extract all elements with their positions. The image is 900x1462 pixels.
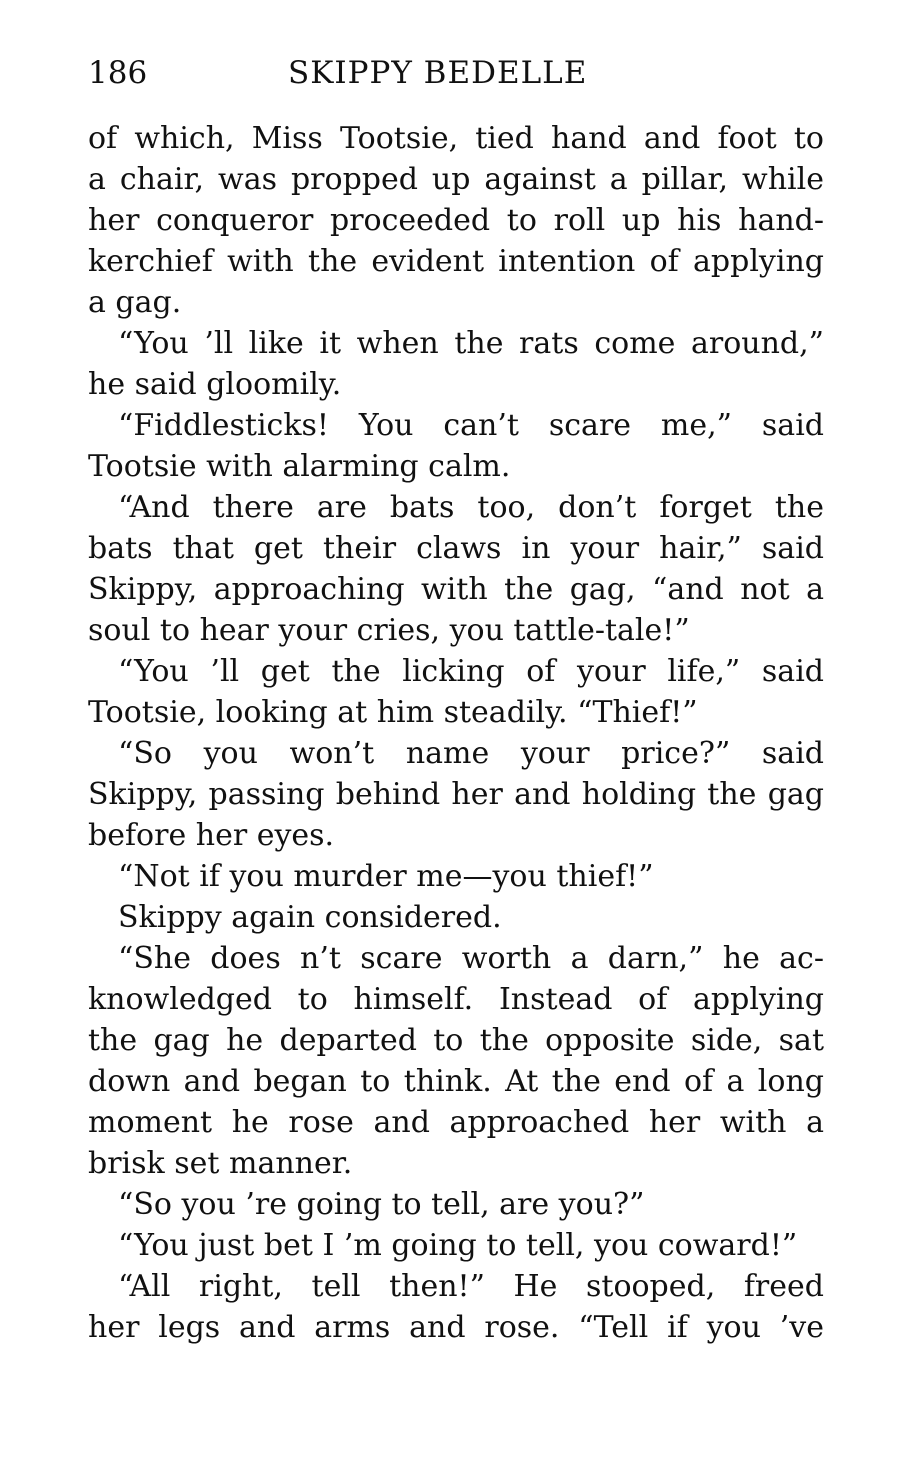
text-line: Tootsie, looking at him steadily. “Thief!” <box>88 695 698 730</box>
body-text <box>88 118 824 1348</box>
text-line: he said gloomily. <box>88 367 342 402</box>
page-number: 186 <box>88 55 148 91</box>
text-line: the gag he departed to the opposite side, sat <box>88 1023 824 1058</box>
text-line: Skippy again considered. <box>118 900 502 935</box>
text-line: “You ’ll get the licking of your life,” said <box>118 654 824 689</box>
text-line: her conqueror proceeded to roll up his hand- <box>88 203 824 238</box>
text-line: “You just bet I ’m going to tell, you coward!” <box>118 1228 798 1263</box>
running-title: SKIPPY BEDELLE <box>288 55 588 91</box>
text-line: “So you won’t name your price?” said <box>118 736 824 771</box>
text-line: brisk set manner. <box>88 1146 353 1181</box>
text-line: “Fiddlesticks! You can’t scare me,” said <box>118 408 824 443</box>
text-line: Skippy, passing behind her and holding the gag <box>88 777 824 812</box>
text-line: her legs and arms and rose. “Tell if you ’ve <box>88 1310 824 1345</box>
text-line: of which, Miss Tootsie, tied hand and foot to <box>88 121 824 156</box>
text-line: before her eyes. <box>88 818 335 853</box>
text-line: kerchief with the evident intention of applying <box>88 244 824 279</box>
text-line: knowledged to himself. Instead of applying <box>88 982 824 1017</box>
text-line: soul to hear your cries, you tattle-tale!” <box>88 613 690 648</box>
text-line: “So you ’re going to tell, are you?” <box>118 1187 645 1222</box>
text-line: moment he rose and approached her with a <box>88 1105 824 1140</box>
text-line: “Not if you murder me—you thief!” <box>118 859 654 894</box>
text-line: Tootsie with alarming calm. <box>88 449 511 484</box>
text-line: bats that get their claws in your hair,” said <box>88 531 824 566</box>
text-line: “All right, tell then!” He stooped, freed <box>118 1269 824 1304</box>
book-page <box>88 48 824 1348</box>
text-line: down and began to think. At the end of a long <box>88 1064 824 1099</box>
text-line: a chair, was propped up against a pillar, while <box>88 162 824 197</box>
text-line: “She does n’t scare worth a darn,” he ac- <box>118 941 824 976</box>
text-line: a gag. <box>88 285 182 320</box>
text-line: “You ’ll like it when the rats come around,” <box>118 326 824 361</box>
text-line: Skippy, approaching with the gag, “and not a <box>88 572 824 607</box>
running-head <box>88 48 824 98</box>
text-line: “And there are bats too, don’t forget the <box>118 490 824 525</box>
